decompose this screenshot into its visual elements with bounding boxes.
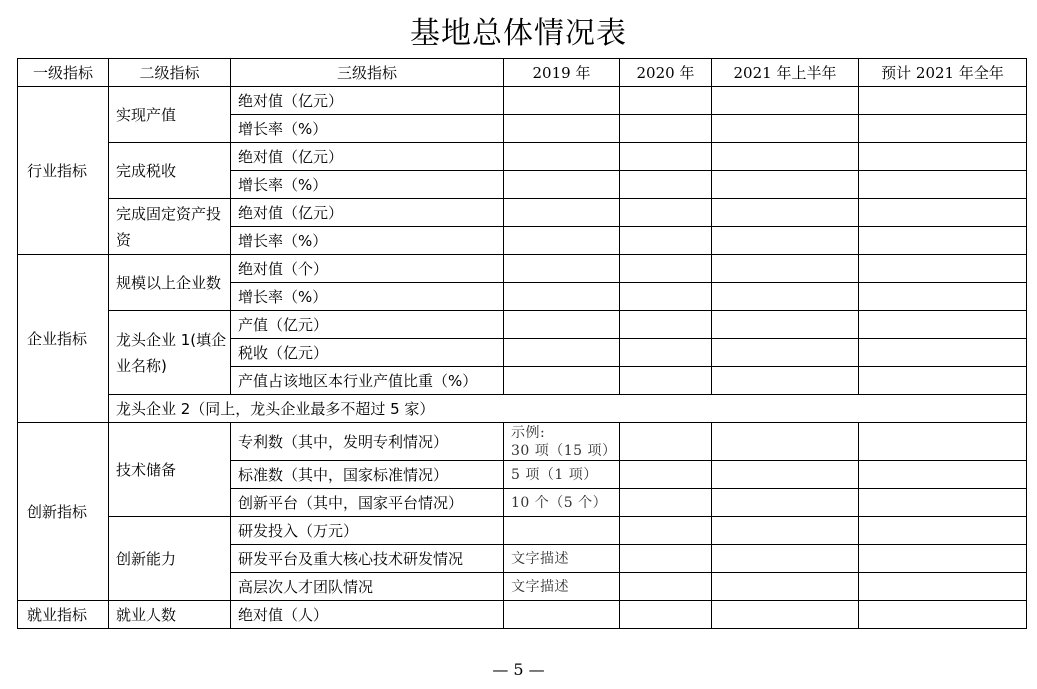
header-2021-forecast: 预计 2021 年全年 (859, 59, 1027, 87)
cell-2019-example[interactable] (504, 423, 620, 461)
cell-2019[interactable] (504, 227, 620, 255)
cell-2021-forecast[interactable] (859, 545, 1027, 573)
cell-2020[interactable] (620, 573, 712, 601)
cell-2021-forecast[interactable] (859, 339, 1027, 367)
cell-2020[interactable] (620, 87, 712, 115)
level3-cell: 产值占该地区本行业产值比重（%） (231, 367, 504, 395)
level3-cell: 绝对值（个） (231, 255, 504, 283)
header-2021-h1: 2021 年上半年 (712, 59, 859, 87)
level2-capability: 创新能力 (109, 517, 231, 601)
indicator-table (17, 58, 1027, 629)
cell-2021-h1[interactable] (712, 367, 859, 395)
level3-cell: 税收（亿元） (231, 339, 504, 367)
cell-2019[interactable]: 10 个（5 个） (504, 489, 620, 517)
cell-2021-h1[interactable] (712, 87, 859, 115)
cell-2020[interactable] (620, 461, 712, 489)
cell-2020[interactable] (620, 171, 712, 199)
table-row (18, 395, 1027, 423)
level2-tax: 完成税收 (109, 143, 231, 199)
cell-2021-h1[interactable] (712, 601, 859, 629)
level2-scale: 规模以上企业数 (109, 255, 231, 311)
table-row (18, 143, 1027, 171)
cell-2020[interactable] (620, 367, 712, 395)
table-row (18, 87, 1027, 115)
cell-2020[interactable] (620, 423, 712, 461)
cell-2021-forecast[interactable] (859, 573, 1027, 601)
cell-2019[interactable] (504, 115, 620, 143)
header-row (18, 59, 1027, 87)
level3-cell: 研发平台及重大核心技术研发情况 (231, 545, 504, 573)
level3-cell: 专利数（其中，发明专利情况） (231, 423, 504, 461)
level3-cell: 绝对值（亿元） (231, 143, 504, 171)
cell-2021-h1[interactable] (712, 423, 859, 461)
table-row (18, 423, 1027, 461)
cell-2021-h1[interactable] (712, 255, 859, 283)
cell-2021-forecast[interactable] (859, 367, 1027, 395)
cell-2021-h1[interactable] (712, 143, 859, 171)
header-level1: 一级指标 (18, 59, 109, 87)
level2-employees: 就业人数 (109, 601, 231, 629)
cell-2021-forecast[interactable] (859, 171, 1027, 199)
level3-cell: 标准数（其中，国家标准情况） (231, 461, 504, 489)
cell-2021-forecast[interactable] (859, 199, 1027, 227)
cell-2021-forecast[interactable] (859, 423, 1027, 461)
cell-2021-forecast[interactable] (859, 143, 1027, 171)
page-number: — 5 — (492, 660, 545, 679)
level3-cell: 创新平台（其中，国家平台情况） (231, 489, 504, 517)
cell-2020[interactable] (620, 311, 712, 339)
cell-2021-h1[interactable] (712, 489, 859, 517)
cell-2021-h1[interactable] (712, 115, 859, 143)
cell-2021-forecast[interactable] (859, 311, 1027, 339)
cell-2020[interactable] (620, 339, 712, 367)
cell-2019[interactable] (504, 367, 620, 395)
cell-2021-h1[interactable] (712, 573, 859, 601)
cell-2021-h1[interactable] (712, 199, 859, 227)
level3-cell: 绝对值（亿元） (231, 87, 504, 115)
cell-2020[interactable] (620, 227, 712, 255)
cell-2021-h1[interactable] (712, 545, 859, 573)
cell-2020[interactable] (620, 545, 712, 573)
cell-2020[interactable] (620, 143, 712, 171)
cell-2020[interactable] (620, 601, 712, 629)
level3-cell: 产值（亿元） (231, 311, 504, 339)
table-row (18, 255, 1027, 283)
level3-cell: 高层次人才团队情况 (231, 573, 504, 601)
level1-employment: 就业指标 (18, 601, 109, 629)
example-value: 30 项（15 项） (511, 442, 617, 459)
cell-2020[interactable] (620, 115, 712, 143)
cell-2019[interactable] (504, 255, 620, 283)
cell-2019[interactable] (504, 311, 620, 339)
level3-cell: 增长率（%） (231, 115, 504, 143)
level2-reserve: 技术储备 (109, 423, 231, 517)
cell-2021-forecast[interactable] (859, 115, 1027, 143)
level3-cell: 增长率（%） (231, 171, 504, 199)
level3-cell: 增长率（%） (231, 283, 504, 311)
level2-leader2-note: 龙头企业 2（同上，龙头企业最多不超过 5 家） (109, 395, 1027, 423)
cell-2019[interactable] (504, 199, 620, 227)
header-level2: 二级指标 (109, 59, 231, 87)
cell-2021-forecast[interactable] (859, 87, 1027, 115)
header-level3: 三级指标 (231, 59, 504, 87)
level3-cell: 增长率（%） (231, 227, 504, 255)
cell-2019[interactable] (504, 601, 620, 629)
cell-2021-forecast[interactable] (859, 283, 1027, 311)
cell-2020[interactable] (620, 255, 712, 283)
level1-enterprise: 企业指标 (18, 255, 109, 423)
level2-leader1: 龙头企业 1(填企业名称) (109, 311, 231, 395)
table-row (18, 517, 1027, 545)
table-row (18, 199, 1027, 227)
cell-2019[interactable] (504, 87, 620, 115)
header-2020: 2020 年 (620, 59, 712, 87)
cell-2021-forecast[interactable] (859, 601, 1027, 629)
cell-2019[interactable] (504, 517, 620, 545)
level3-cell: 绝对值（亿元） (231, 199, 504, 227)
cell-2021-h1[interactable] (712, 461, 859, 489)
table-row (18, 311, 1027, 339)
table-row (18, 601, 1027, 629)
level3-cell: 绝对值（人） (231, 601, 504, 629)
cell-2021-h1[interactable] (712, 339, 859, 367)
level2-investment: 完成固定资产投资 (109, 199, 231, 255)
level2-output: 实现产值 (109, 87, 231, 143)
cell-2021-h1[interactable] (712, 517, 859, 545)
cell-2020[interactable] (620, 517, 712, 545)
cell-2020[interactable] (620, 199, 712, 227)
cell-2021-h1[interactable] (712, 311, 859, 339)
cell-2021-forecast[interactable] (859, 517, 1027, 545)
example-label: 示例: (511, 424, 546, 441)
cell-2021-forecast[interactable] (859, 227, 1027, 255)
page-title: 基地总体情况表 (410, 16, 627, 51)
cell-2019[interactable]: 文字描述 (504, 545, 620, 573)
cell-2021-h1[interactable] (712, 227, 859, 255)
cell-2019[interactable] (504, 143, 620, 171)
cell-2019[interactable] (504, 171, 620, 199)
level3-cell: 研发投入（万元） (231, 517, 504, 545)
cell-2021-h1[interactable] (712, 171, 859, 199)
cell-2021-forecast[interactable] (859, 461, 1027, 489)
level1-industry: 行业指标 (18, 87, 109, 255)
cell-2021-forecast[interactable] (859, 255, 1027, 283)
cell-2019[interactable]: 文字描述 (504, 573, 620, 601)
header-2019: 2019 年 (504, 59, 620, 87)
cell-2019[interactable] (504, 339, 620, 367)
cell-2020[interactable] (620, 489, 712, 517)
cell-2021-forecast[interactable] (859, 489, 1027, 517)
cell-2019[interactable]: 5 项（1 项） (504, 461, 620, 489)
cell-2021-h1[interactable] (712, 283, 859, 311)
level1-innovation: 创新指标 (18, 423, 109, 601)
cell-2020[interactable] (620, 283, 712, 311)
cell-2019[interactable] (504, 283, 620, 311)
